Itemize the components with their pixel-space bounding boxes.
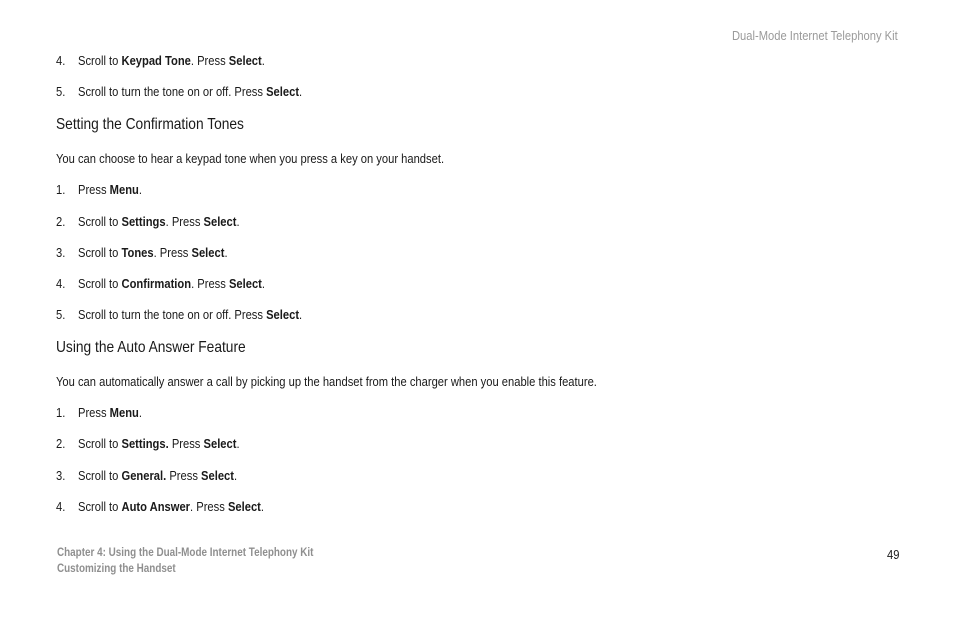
section-heading: Using the Auto Answer Feature bbox=[56, 339, 246, 356]
running-header: Dual-Mode Internet Telephony Kit bbox=[732, 28, 898, 43]
footer-section: Customizing the Handset bbox=[57, 563, 176, 575]
section-intro: You can choose to hear a keypad tone when you press a key on your handset. bbox=[56, 151, 445, 166]
section-heading: Setting the Confirmation Tones bbox=[56, 116, 244, 133]
page-number: 49 bbox=[886, 547, 899, 562]
footer-chapter: Chapter 4: Using the Dual-Mode Internet Telephony Kit bbox=[57, 547, 314, 559]
section-intro: You can automatically answer a call by picking up the handset from the charger when you enable this feature. bbox=[56, 374, 597, 389]
